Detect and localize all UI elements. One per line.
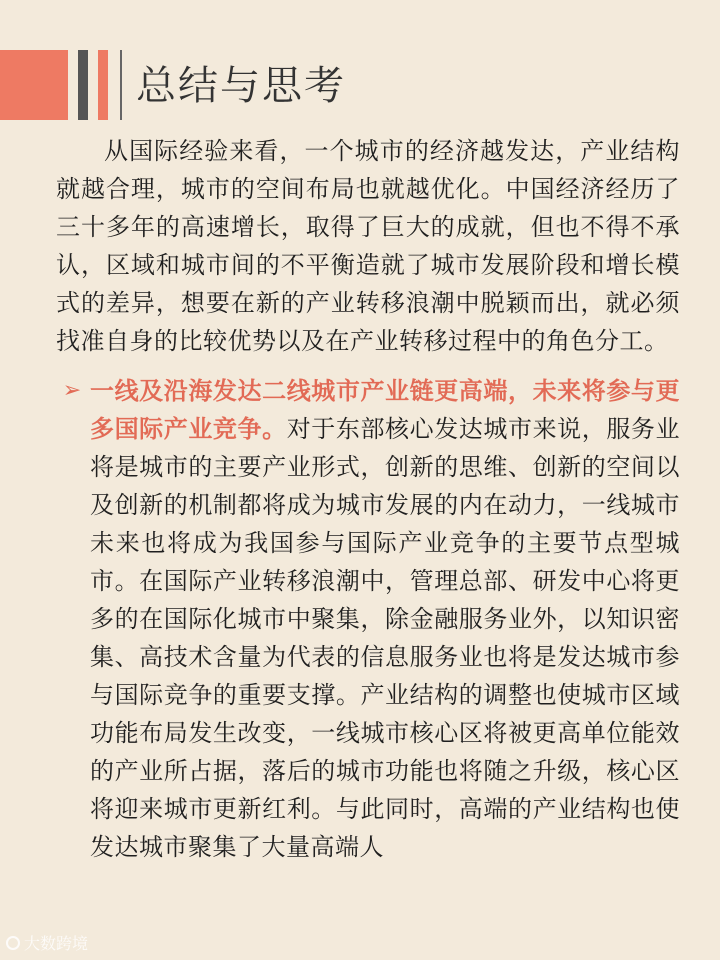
bullet-highlight: 一线及沿海发达二线城市产业链更高端，未来将参与更多国际产业竞争。 — [90, 377, 680, 443]
decorative-divider — [120, 50, 122, 120]
article-body — [56, 132, 680, 892]
decorative-bar-accent — [98, 50, 108, 120]
intro-paragraph: 从国际经验来看，一个城市的经济越发达，产业结构就越合理，城市的空间布局也就越优化。中国经济经历了三十多年的高速增长，取得了巨大的成就，但也不得不承认，区域和城市间的不平衡造就了城市发展阶段和增长模式的差异，想要在新的产业转移浪潮中脱颖而出，就必须找准自身的比较优势以及在产业转移过程中的角色分工。 — [56, 137, 680, 355]
bullet-body: 对于东部核心发达城市来说，服务业将是城市的主要产业形式，创新的思维、创新的空间以及创新的机制都将成为城市发展的内在动力，一线城市未来也将成为我国参与国际产业竞争的主要节点型城市。在国际产业转移浪潮中，管理总部、研发中心将更多的在国际化城市中聚集，除金融服务业外，以知识密集、高技术含量为代表的信息服务业也将是发达城市参与国际竞争的重要支撑。产业结构的调整也使城市区域功能布局发生改变，一线城市核心区将被更高单位能效的产业所占据，落后的城市功能也将随之升级，核心区将迎来城市更新红利。与此同时，高端的产业结构也使发达城市聚集了大量高端人 — [90, 415, 680, 861]
arrow-right-icon: ➢ — [62, 378, 82, 403]
decorative-bar-dark — [78, 50, 88, 120]
page-title: 总结与思考 — [136, 63, 346, 109]
watermark — [6, 931, 88, 954]
bullet-text — [90, 372, 680, 892]
watermark-text: 大数跨境 — [24, 934, 89, 953]
decorative-block — [0, 50, 68, 120]
watermark-logo-icon — [6, 936, 20, 950]
bullet-point — [56, 372, 680, 892]
